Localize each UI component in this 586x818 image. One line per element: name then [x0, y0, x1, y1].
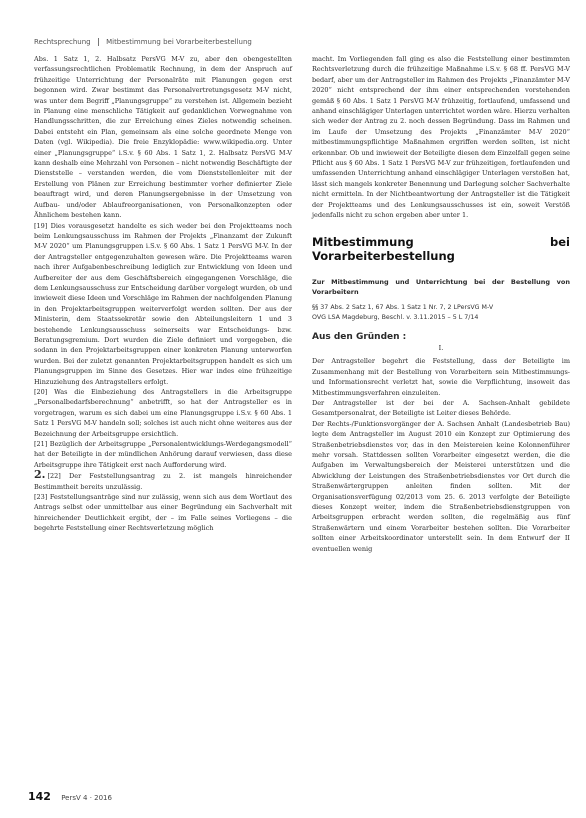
left-paragraph: Abs. 1 Satz 1, 2. Halbsatz PersVG M-V zu, aber den obengestellten verfassungsrechtlichen Problematik Rechnung, in dem der Anspruch auf frühzeitige Unterrichtung der Personalräte mit Planungen gegen erst begonnen wird. Zwar bestimmt das Personalvertretungsgesetz M-V nicht, was unter dem Begriff „Planungsgruppe“ zu verstehen ist. Allgemein bezieht in Planung eine menschliche Tätigkeit auf gedanklichen Vorwegnahme von Handlungsschritten, die zur Erreichung eines Zieles notwendig scheinen. Dabei entsteht ein Plan, gemeinsam als eine solche geordnete Menge von Daten (vgl. Wikipedia). Die freie Enzyklopädie: www.wikipedia.org. Unter einer „Planungsgruppe“ i.S.v. § 60 Abs. 1 Satz 1, 2. Halbsatz PersVG M-V kann deshalb eine Mehrzahl von Personen – nicht notwendig Beschäftigte der Dienststelle – verstanden werden, die vom Dienststellenleiter mit der Erstellung von Plänen zur Erreichung bestimmter vorher definierter Ziele beauftragt wird, und deren Planungsergebnisse in der Umsetzung von Aufbau- und/oder Ablaufreorganisationen, von Personalkonzepten oder Ähnlichem bestehen kann.	[34, 55, 292, 220]
right-column	[312, 54, 570, 554]
ruling-subtitle: Zur Mitbestimmung und Unterrichtung bei der Bestellung von Vorarbeitern	[312, 277, 570, 296]
left-paragraph: [21] Bezüglich der Arbeitsgruppe „Personalentwicklungs-Werdegangsmodell“ hat der Beteiligte in der mündlichen Anhörung darauf verwiesen, dass diese Arbeitsgruppe ihre Tätigkeit erst nach Aufforderung wird.	[34, 440, 292, 469]
header-section: Rechtsprechung	[34, 38, 91, 46]
numbered-paragraph-text: [22] Der Feststellungsantrag zu 2. ist mangels hinreichender Bestimmtheit bereits unzulässig.	[34, 472, 292, 491]
right-paragraph: Der Antragsteller begehrt die Feststellung, dass der Beteiligte im Zusammenhang mit der Bestellung von Vorarbeitern sein Mitbestimmungs- und Informationsrecht verletzt hat, sowie die Verpflichtung, insoweit das Mitbestimmungsverfahren einzuleiten.	[312, 357, 570, 397]
right-paragraph: macht. Im Vorliegenden fall ging es also die Feststellung einer bestimmten Rechtsverletzung durch die frühzeitige Maßnahme i.S.v. § 68 ff. PersVG M-V bedarf, aber um der Antragsteller im Rahmen des Projekts „Finanzämter M-V 2020“ nicht entsprechend der ihm einer entsprechenden vorstehenden gemäß § 60 Abs. 1 Satz 1 PersVG M-V frühzeitig, fortlaufend, umfassend und anhand einschlägiger Unterlagen unterrichtet worden wäre. Hierzu verhalten sich weder der Antrag zu 2. noch dessen Begründung. Dass im Rahmen und im Laufe der Umsetzung des Projekts „Finanzämter M-V 2020“ mitbestimmungspflichtige Maßnahmen ergriffen werden sollten, ist nicht erkennbar. Ob und inwieweit der Beteiligte diesen dem Einzelfall gegen seine Pflicht aus § 60 Abs. 1 Satz 1 PersVG M-V zur frühzeitigen, fortlaufenden und umfassenden Unterrichtung anhand einschlägiger Unterlagen verstoßen hat, lässt sich mangels konkreter Benennung und Darlegung solcher Sachverhalte nicht ermitteln. In der Nichtbeantwortung der Antragsteller ist die Tätigkeit der Projektteams und des Lenkungsausschusses ist ein, soweit Verstöß jedenfalls nicht zu schon ergeben aber unter 1.	[312, 55, 570, 220]
left-paragraph: [23] Feststellungsanträge sind nur zulässig, wenn sich aus dem Wortlaut des Antrags selbst oder unmittelbar aus einer Begründung ein Sachverhalt mit hinreichender Deutlichkeit ergibt, der – im Falle seines Vorliegens – die begehrte Feststellung einer Rechtsverletzung möglich	[34, 493, 292, 533]
header-topic: Mitbestimmung bei Vorarbeiterbestellung	[106, 38, 252, 46]
section-title: Mitbestimmung bei Vorarbeiterbestellung	[312, 234, 570, 263]
left-paragraph: [20] Was die Einbeziehung des Antragstellers in die Arbeitsgruppe „Personalbedarfsberechnung“ anbetrifft, so hat der Antragsteller es in vorgetragen, warum es sich dabei um eine Planungsgruppe i.S.v. § 60 Abs. 1 Satz 1 PersVG M-V handeln soll; solches ist auch nicht ohne weiteres aus der Bezeichnung der Arbeitsgruppe ersichtlich.	[34, 388, 292, 438]
header-separator	[98, 38, 99, 46]
left-paragraph: [19] Dies vorausgesetzt handelte es sich weder bei den Projektteams noch beim Lenkungsausschuss im Rahmen der Projekts „Finanzamt der Zukunft M-V 2020“ um Planungsgruppen i.S.v. § 60 Abs. 1 Satz 1 PersVG M-V. In der der Antragsteller entgegenzuhalten gewesen wäre. Die Projektteams waren nach ihrer Aufgabenbeschreibung lediglich zur Entwicklung von Ideen und Aufbereiter der aus dem Geschäftsbereich eingegangenen Vorschläge, die dem Lenkungsausschuss zur Entscheidung darüber vorgelegt wurden, ob und inwieweit diese Ideen und Vorschläge im Rahmen der nachfolgenden Planung in den Projektarbeitsgruppen weiterverfolgt werden sollten. Der aus der Ministerin, dem Staatssekretär sowie den Abteilungsleitern 1 und 3 bestehende Lenkungsausschuss seinerseits war Entscheidungs- bzw. Beratungsgremium. Dort wurden die Ziele definiert und vorgegeben, die sodann in den Projektarbeitsgruppen einer konkreten Planung unterworfen wurden. Bei der zuletzt genannten Projektarbeitsgruppen handelt es sich um Planungsgruppen im Sinne des Gesetzes. Hier war indes eine frühzeitige Hinzuziehung des Antragstellers erfolgt.	[34, 221, 292, 386]
right-paragraph: Der Antragsteller ist der bei der A. Sachsen-Anhalt gebildete Gesamtpersonalrat, der Beteiligte ist Leiter dieses Behörde.	[312, 398, 570, 418]
roman-numeral-heading: I.	[438, 343, 444, 352]
numbered-paragraph	[34, 470, 292, 492]
page-footer	[28, 790, 112, 803]
ruling-court-citation: OVG LSA Magdeburg, Beschl. v. 3.11.2015 – 5 L 7/14	[312, 314, 479, 321]
reasons-heading: Aus den Gründen :	[312, 331, 407, 342]
ruling-statute-refs: §§ 37 Abs. 2 Satz 1, 67 Abs. 1 Satz 1 Nr. 7, 2 LPersVG M-V	[312, 303, 494, 311]
running-header	[34, 38, 554, 46]
left-column	[34, 54, 292, 534]
right-paragraph: Der Rechts-/Funktionsvorgänger der A. Sachsen Anhalt (Landesbetrieb Bau) legte dem Antragsteller im August 2010 ein Konzept zur Optimierung des Straßenbetriebsdienstes vor, das in den Meistereien keine Kolonnenführer mehr vorsah. Stattdessen sollten Vorarbeiter eingesetzt werden, die die Aufgaben im Verwaltungsbereich der Meisterei unterstützen und die Abwicklung der Leistungen des Straßenbetriebsdienstes vor Ort durch die Straßenwärtergruppen anleiten finden sollten. Mit der Organisationsverfügung 02/2013 vom 25. 6. 2013 verfolgte der Beteiligte dieses Konzept weiter, indem die Straßenbetriebsdienstgruppen von Arbeitsgruppen erbracht werden sollten, die regelmäßig aus fünf Straßenwärtern und einem Vorarbeiter bestehen sollten. Die Vorarbeiter sollten einer Arbeitskoordinator unterstellt sein. In dem Entwurf der II eventuellen wenig	[312, 419, 570, 553]
page-number: 142	[28, 790, 51, 803]
journal-issue: PersV 4 · 2016	[61, 794, 112, 802]
section-number: 2.	[34, 468, 46, 482]
